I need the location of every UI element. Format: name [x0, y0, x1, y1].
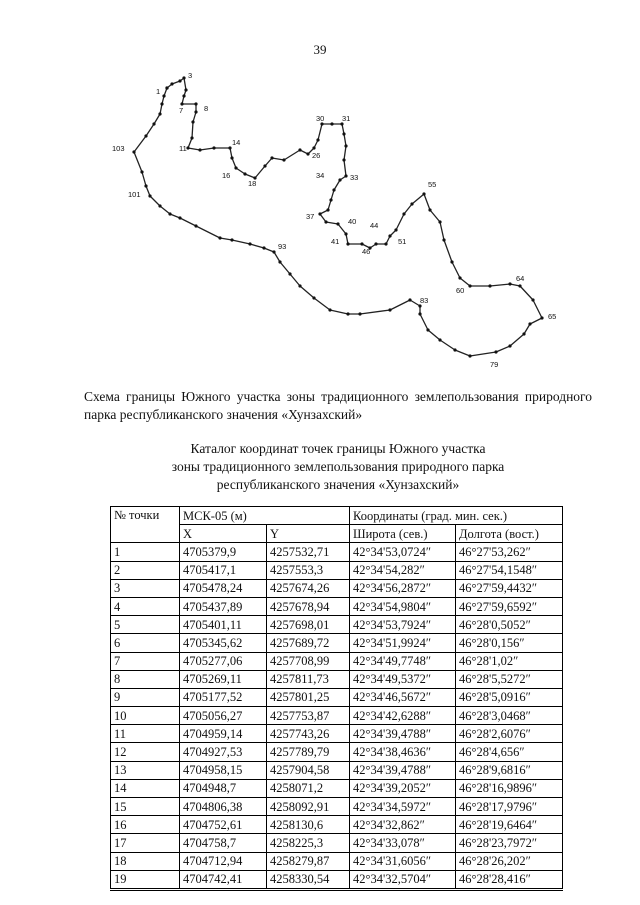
table-body	[111, 543, 563, 890]
boundary-vertex	[508, 344, 511, 347]
point-label-55: 55	[428, 180, 437, 189]
cell-lat: 42°34'39,4788″	[350, 725, 456, 743]
cell-x: 4704959,14	[180, 725, 267, 743]
cell-y: 4257674,26	[267, 579, 350, 597]
cell-lon: 46°28'9,6816″	[456, 761, 563, 779]
boundary-vertex	[528, 322, 531, 325]
cell-lat: 42°34'31,6056″	[350, 852, 456, 870]
boundary-vertex	[198, 148, 201, 151]
cell-point-no: 8	[111, 670, 180, 688]
cell-x: 4705401,11	[180, 616, 267, 634]
boundary-vertex	[408, 298, 411, 301]
header-x: X	[180, 525, 267, 543]
cell-x: 4705269,11	[180, 670, 267, 688]
boundary-vertex	[410, 202, 413, 205]
boundary-vertex	[178, 79, 181, 82]
boundary-vertex	[330, 122, 333, 125]
boundary-vertex	[329, 198, 332, 201]
boundary-vertex	[346, 242, 349, 245]
point-label-103: 103	[112, 144, 125, 153]
boundary-vertex	[306, 152, 309, 155]
cell-y: 4257743,26	[267, 725, 350, 743]
cell-point-no: 6	[111, 634, 180, 652]
table-row	[111, 798, 563, 816]
catalog-title	[84, 440, 592, 494]
cell-point-no: 12	[111, 743, 180, 761]
boundary-vertex	[158, 112, 161, 115]
boundary-vertex	[336, 222, 339, 225]
boundary-vertex	[243, 172, 246, 175]
table-row	[111, 634, 563, 652]
boundary-vertex	[278, 260, 281, 263]
cell-lon: 46°27'59,6592″	[456, 597, 563, 615]
boundary-vertex	[540, 316, 543, 319]
boundary-vertex	[312, 296, 315, 299]
cell-lat: 42°34'46,5672″	[350, 688, 456, 706]
cell-y: 4257753,87	[267, 707, 350, 725]
boundary-vertex	[531, 298, 534, 301]
table-row	[111, 579, 563, 597]
table-row	[111, 779, 563, 797]
point-label-79: 79	[490, 360, 499, 369]
cell-point-no: 13	[111, 761, 180, 779]
boundary-vertex	[426, 328, 429, 331]
boundary-vertex	[344, 144, 347, 147]
boundary-vertex	[488, 284, 491, 287]
cell-lat: 42°34'39,4788″	[350, 761, 456, 779]
boundary-vertex	[518, 284, 521, 287]
cell-lon: 46°28'2,6076″	[456, 725, 563, 743]
cell-y: 4257789,79	[267, 743, 350, 761]
point-label-37: 37	[306, 212, 315, 221]
point-label-46: 46	[362, 247, 371, 256]
boundary-line	[134, 78, 542, 356]
cell-x: 4705437,89	[180, 597, 267, 615]
point-label-33: 33	[350, 173, 359, 182]
cell-y: 4258092,91	[267, 798, 350, 816]
point-label-101: 101	[128, 190, 141, 199]
boundary-vertex	[346, 312, 349, 315]
boundary-vertex	[191, 120, 194, 123]
boundary-vertex	[160, 102, 163, 105]
point-label-64: 64	[516, 274, 525, 283]
table-row	[111, 543, 563, 561]
boundary-vertex	[494, 350, 497, 353]
boundary-vertex	[186, 146, 189, 149]
cell-lat: 42°34'42,6288″	[350, 707, 456, 725]
cell-lat: 42°34'49,7748″	[350, 652, 456, 670]
header-lat: Широта (сев.)	[350, 525, 456, 543]
table-row	[111, 597, 563, 615]
point-label-44: 44	[370, 221, 379, 230]
cell-lat: 42°34'51,9924″	[350, 634, 456, 652]
boundary-vertex	[234, 166, 237, 169]
cell-point-no: 4	[111, 597, 180, 615]
table-row	[111, 707, 563, 725]
boundary-vertex	[324, 220, 327, 223]
point-label-34: 34	[316, 171, 325, 180]
boundary-vertex	[522, 332, 525, 335]
boundary-vertex	[178, 216, 181, 219]
boundary-vertex	[332, 188, 335, 191]
boundary-vertex	[272, 250, 275, 253]
cell-lat: 42°34'32,5704″	[350, 870, 456, 889]
cell-point-no: 9	[111, 688, 180, 706]
cell-x: 4704742,41	[180, 870, 267, 889]
point-label-40: 40	[348, 217, 357, 226]
boundary-vertex	[442, 238, 445, 241]
cell-point-no: 10	[111, 707, 180, 725]
boundary-vertex	[318, 212, 321, 215]
cell-lon: 46°28'5,5272″	[456, 670, 563, 688]
cell-x: 4704927,53	[180, 743, 267, 761]
point-label-51: 51	[398, 237, 407, 246]
point-label-93: 93	[278, 242, 287, 251]
cell-lon: 46°28'28,416″	[456, 870, 563, 889]
table-row	[111, 870, 563, 889]
cell-point-no: 1	[111, 543, 180, 561]
cell-lon: 46°27'53,262″	[456, 543, 563, 561]
table-row	[111, 816, 563, 834]
cell-lon: 46°27'59,4432″	[456, 579, 563, 597]
boundary-vertex	[270, 156, 273, 159]
header-geo: Координаты (град. мин. сек.)	[350, 507, 563, 525]
boundary-vertex	[158, 204, 161, 207]
boundary-vertex	[262, 246, 265, 249]
point-label-41: 41	[331, 237, 340, 246]
cell-y: 4258130,6	[267, 816, 350, 834]
catalog-title-line-3: республиканского значения «Хунзахский»	[216, 477, 460, 492]
boundary-vertex	[384, 242, 387, 245]
cell-x: 4704758,7	[180, 834, 267, 852]
page-number: 39	[313, 42, 327, 57]
cell-point-no: 15	[111, 798, 180, 816]
boundary-vertex	[194, 224, 197, 227]
cell-x: 4704806,38	[180, 798, 267, 816]
scheme-caption: Схема границы Южного участка зоны традиционного землепользования природного парка республиканского значения «Хунзахский»	[84, 389, 592, 422]
boundary-vertex	[298, 284, 301, 287]
boundary-vertex	[338, 178, 341, 181]
cell-lat: 42°34'34,5972″	[350, 798, 456, 816]
point-label-8: 8	[204, 104, 209, 113]
table-row	[111, 834, 563, 852]
point-label-65: 65	[548, 312, 557, 321]
cell-lat: 42°34'54,282″	[350, 561, 456, 579]
boundary-scheme-map	[0, 62, 640, 380]
boundary-vertex	[326, 208, 329, 211]
cell-point-no: 19	[111, 870, 180, 889]
cell-y: 4257689,72	[267, 634, 350, 652]
cell-lat: 42°34'32,862″	[350, 816, 456, 834]
catalog-title-line-1: Каталог координат точек границы Южного участка	[190, 441, 486, 456]
cell-point-no: 16	[111, 816, 180, 834]
boundary-vertex	[438, 220, 441, 223]
boundary-vertex	[328, 308, 331, 311]
boundary-vertex	[168, 212, 171, 215]
cell-lat: 42°34'39,2052″	[350, 779, 456, 797]
boundary-vertex	[316, 138, 319, 141]
cell-point-no: 3	[111, 579, 180, 597]
cell-y: 4257678,94	[267, 597, 350, 615]
catalog-title-line-2: зоны традиционного землепользования природного парка	[171, 459, 505, 474]
point-labels	[112, 71, 556, 369]
boundary-vertex	[212, 146, 215, 149]
boundary-vertex	[453, 348, 456, 351]
boundary-vertex	[170, 82, 173, 85]
table-row	[111, 688, 563, 706]
boundary-vertex	[342, 158, 345, 161]
cell-x: 4705277,06	[180, 652, 267, 670]
boundary-vertex	[194, 102, 197, 105]
boundary-vertex	[194, 110, 197, 113]
point-label-31: 31	[342, 114, 351, 123]
boundary-vertex	[230, 238, 233, 241]
boundary-vertex	[152, 122, 155, 125]
boundary-vertex	[402, 212, 405, 215]
boundary-vertex	[342, 132, 345, 135]
boundary-vertex	[458, 276, 461, 279]
point-label-7: 7	[179, 106, 184, 115]
cell-y: 4257532,71	[267, 543, 350, 561]
point-label-83: 83	[420, 296, 429, 305]
table-row	[111, 561, 563, 579]
table-row	[111, 652, 563, 670]
table-row	[111, 616, 563, 634]
cell-point-no: 5	[111, 616, 180, 634]
boundary-vertex	[418, 312, 421, 315]
boundary-vertex	[144, 134, 147, 137]
boundary-vertex	[282, 158, 285, 161]
cell-lon: 46°28'5,0916″	[456, 688, 563, 706]
cell-x: 4704712,94	[180, 852, 267, 870]
cell-x: 4705056,27	[180, 707, 267, 725]
boundary-vertex	[218, 236, 221, 239]
boundary-vertex	[288, 272, 291, 275]
boundary-vertex	[298, 148, 301, 151]
boundary-vertex	[394, 228, 397, 231]
cell-lon: 46°28'17,9796″	[456, 798, 563, 816]
cell-y: 4257811,73	[267, 670, 350, 688]
boundary-vertex	[132, 150, 135, 153]
cell-lon: 46°28'1,02″	[456, 652, 563, 670]
header-lon: Долгота (вост.)	[456, 525, 563, 543]
cell-point-no: 11	[111, 725, 180, 743]
boundary-vertex	[344, 232, 347, 235]
cell-y: 4257904,58	[267, 761, 350, 779]
cell-lon: 46°28'0,156″	[456, 634, 563, 652]
cell-lon: 46°28'4,656″	[456, 743, 563, 761]
cell-point-no: 17	[111, 834, 180, 852]
cell-y: 4257553,3	[267, 561, 350, 579]
cell-lon: 46°28'0,5052″	[456, 616, 563, 634]
cell-point-no: 14	[111, 779, 180, 797]
point-label-30: 30	[316, 114, 325, 123]
boundary-vertex	[344, 174, 347, 177]
boundary-vertex	[422, 192, 425, 195]
boundary-vertex	[144, 184, 147, 187]
cell-point-no: 18	[111, 852, 180, 870]
point-label-11: 11	[179, 144, 187, 153]
boundary-vertex	[428, 208, 431, 211]
cell-y: 4258071,2	[267, 779, 350, 797]
point-label-1: 1	[156, 87, 161, 96]
cell-x: 4705379,9	[180, 543, 267, 561]
boundary-vertex	[388, 234, 391, 237]
cell-y: 4257698,01	[267, 616, 350, 634]
boundary-vertex	[312, 146, 315, 149]
coordinates-table	[110, 506, 563, 891]
boundary-vertex	[374, 242, 377, 245]
cell-lat: 42°34'33,078″	[350, 834, 456, 852]
boundary-vertex	[230, 156, 233, 159]
boundary-vertex	[388, 308, 391, 311]
cell-lon: 46°28'3,0468″	[456, 707, 563, 725]
cell-lon: 46°28'26,202″	[456, 852, 563, 870]
cell-lon: 46°28'23,7972″	[456, 834, 563, 852]
cell-lat: 42°34'53,0724″	[350, 543, 456, 561]
boundary-vertex	[182, 76, 185, 79]
cell-lon: 46°27'54,1548″	[456, 561, 563, 579]
boundary-vertex	[148, 194, 151, 197]
cell-lon: 46°28'16,9896″	[456, 779, 563, 797]
cell-x: 4705417,1	[180, 561, 267, 579]
cell-y: 4258225,3	[267, 834, 350, 852]
table-row	[111, 743, 563, 761]
boundary-vertex	[450, 260, 453, 263]
boundary-vertex	[162, 94, 165, 97]
cell-x: 4705478,24	[180, 579, 267, 597]
table-row	[111, 725, 563, 743]
point-label-14: 14	[232, 138, 241, 147]
table-row	[111, 761, 563, 779]
point-label-3: 3	[188, 71, 193, 80]
cell-point-no: 2	[111, 561, 180, 579]
cell-lat: 42°34'56,2872″	[350, 579, 456, 597]
boundary-vertex	[468, 284, 471, 287]
cell-lat: 42°34'54,9804″	[350, 597, 456, 615]
cell-x: 4705345,62	[180, 634, 267, 652]
point-label-26: 26	[312, 151, 321, 160]
cell-lat: 42°34'49,5372″	[350, 670, 456, 688]
cell-lon: 46°28'19,6464″	[456, 816, 563, 834]
point-label-16: 16	[222, 171, 231, 180]
boundary-vertex	[184, 88, 187, 91]
boundary-vertex	[263, 164, 266, 167]
cell-x: 4705177,52	[180, 688, 267, 706]
cell-y: 4257708,99	[267, 652, 350, 670]
boundary-vertex	[182, 94, 185, 97]
boundary-vertex	[508, 282, 511, 285]
cell-x: 4704948,7	[180, 779, 267, 797]
header-msk: МСК-05 (м)	[180, 507, 350, 525]
cell-x: 4704958,15	[180, 761, 267, 779]
boundary-vertex	[248, 242, 251, 245]
cell-lat: 42°34'53,7924″	[350, 616, 456, 634]
cell-y: 4257801,25	[267, 688, 350, 706]
boundary-vertex	[468, 354, 471, 357]
point-label-60: 60	[456, 286, 465, 295]
table-row	[111, 852, 563, 870]
cell-y: 4258279,87	[267, 852, 350, 870]
cell-point-no: 7	[111, 652, 180, 670]
boundary-vertex	[438, 338, 441, 341]
cell-x: 4704752,61	[180, 816, 267, 834]
boundary-vertex	[190, 136, 193, 139]
table-row	[111, 670, 563, 688]
point-label-18: 18	[248, 179, 257, 188]
boundary-vertex	[165, 86, 168, 89]
table-header-row	[111, 507, 563, 525]
boundary-vertex	[360, 242, 363, 245]
cell-y: 4258330,54	[267, 870, 350, 889]
header-point-no: № точки	[111, 507, 180, 543]
boundary-vertex	[358, 312, 361, 315]
header-y: Y	[267, 525, 350, 543]
boundary-vertex	[140, 170, 143, 173]
cell-lat: 42°34'38,4636″	[350, 743, 456, 761]
